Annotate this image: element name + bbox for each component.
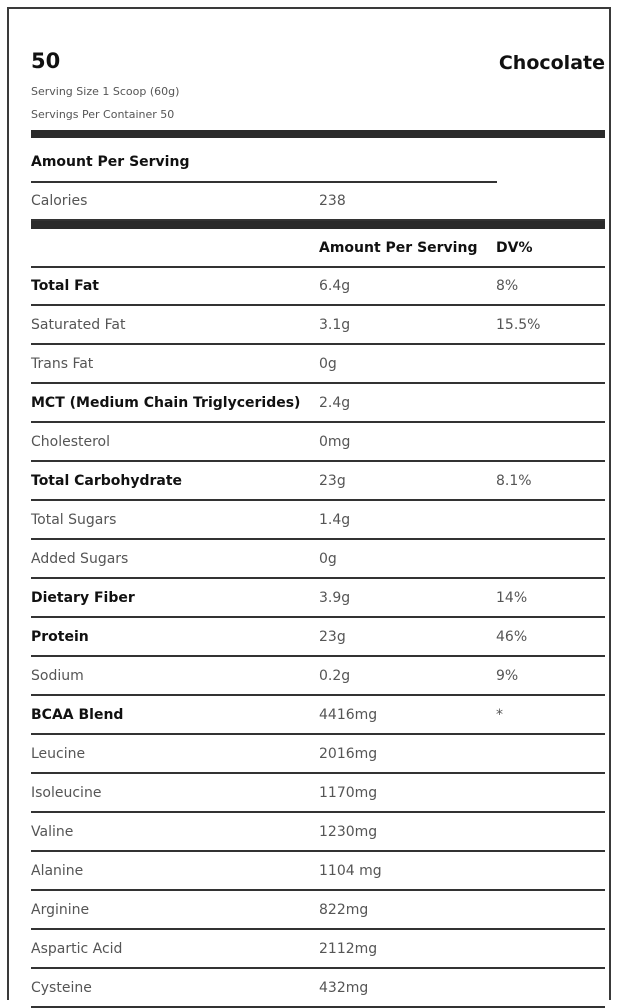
table-row [31, 346, 605, 384]
table-row [31, 658, 605, 696]
table-row [31, 541, 605, 579]
calories-label: Calories [31, 193, 88, 209]
nutrient-name: Protein [31, 629, 89, 645]
nutrient-amount: 2.4g [319, 395, 351, 411]
nutrient-amount: 822mg [319, 902, 369, 918]
nutrient-name: Trans Fat [31, 356, 94, 372]
nutrient-daily-value: 8.1% [496, 473, 532, 489]
nutrient-amount: 4416mg [319, 707, 378, 723]
servings-per-container-text: Servings Per Container 50 [31, 108, 175, 121]
nutrient-name: Sodium [31, 668, 84, 684]
nutrient-amount: 0.2g [319, 668, 351, 684]
table-row [31, 775, 605, 813]
thick-divider [31, 221, 605, 229]
nutrient-name: Cholesterol [31, 434, 111, 450]
nutrient-amount: 3.1g [319, 317, 351, 333]
nutrient-name: Isoleucine [31, 785, 102, 801]
table-row [31, 619, 605, 657]
nutrient-daily-value: 8% [496, 278, 519, 294]
nutrient-name: Cysteine [31, 980, 92, 996]
nutrient-name: Leucine [31, 746, 86, 762]
table-row [31, 268, 605, 306]
nutrient-name: Total Fat [31, 278, 100, 294]
nutrient-amount: 3.9g [319, 590, 351, 606]
nutrient-amount: 432mg [319, 980, 369, 996]
calories-value: 238 [319, 193, 346, 209]
nutrient-daily-value: 15.5% [496, 317, 541, 333]
nutrient-name: Saturated Fat [31, 317, 126, 333]
nutrient-daily-value: 9% [496, 668, 519, 684]
table-row [31, 970, 605, 1008]
calories-row [31, 183, 605, 221]
nutrient-name: BCAA Blend [31, 707, 124, 723]
table-header-row [31, 230, 605, 268]
table-row [31, 502, 605, 540]
table-row [31, 307, 605, 345]
nutrient-amount: 1104 mg [319, 863, 382, 879]
nutrition-facts-panel [7, 7, 611, 1000]
serving-size-text: Serving Size 1 Scoop (60g) [31, 85, 180, 98]
nutrient-name: Arginine [31, 902, 90, 918]
column-header-dv: DV% [496, 240, 533, 256]
table-row [31, 697, 605, 735]
table-row [31, 814, 605, 852]
table-row [31, 580, 605, 618]
nutrient-amount: 23g [319, 629, 346, 645]
nutrient-amount: 1170mg [319, 785, 378, 801]
nutrient-name: Dietary Fiber [31, 590, 135, 606]
nutrient-amount: 2112mg [319, 941, 378, 957]
nutrient-amount: 0g [319, 551, 337, 567]
table-row [31, 424, 605, 462]
nutrient-name: MCT (Medium Chain Triglycerides) [31, 395, 301, 411]
nutrient-name: Alanine [31, 863, 84, 879]
nutrient-amount: 1.4g [319, 512, 351, 528]
amount-per-serving-heading-row [31, 138, 497, 183]
table-row [31, 463, 605, 501]
nutrient-amount: 2016mg [319, 746, 378, 762]
servings-number: 50 [31, 49, 61, 73]
nutrient-name: Valine [31, 824, 74, 840]
nutrient-name: Added Sugars [31, 551, 129, 567]
nutrient-amount: 1230mg [319, 824, 378, 840]
nutrient-daily-value: 46% [496, 629, 528, 645]
table-row [31, 892, 605, 930]
flavor-label: Chocolate [498, 52, 605, 74]
thick-divider [31, 130, 605, 138]
nutrient-amount: 6.4g [319, 278, 351, 294]
nutrient-name: Total Sugars [31, 512, 117, 528]
table-row [31, 385, 605, 423]
nutrient-amount: 0g [319, 356, 337, 372]
table-row [31, 931, 605, 969]
amount-per-serving-heading: Amount Per Serving [31, 154, 190, 170]
table-row [31, 853, 605, 891]
column-header-amount: Amount Per Serving [319, 240, 478, 256]
nutrient-name: Total Carbohydrate [31, 473, 183, 489]
nutrient-amount: 23g [319, 473, 346, 489]
nutrient-amount: 0mg [319, 434, 351, 450]
nutrient-daily-value: 14% [496, 590, 528, 606]
nutrient-name: Aspartic Acid [31, 941, 123, 957]
nutrient-daily-value: * [496, 707, 503, 723]
table-row [31, 736, 605, 774]
